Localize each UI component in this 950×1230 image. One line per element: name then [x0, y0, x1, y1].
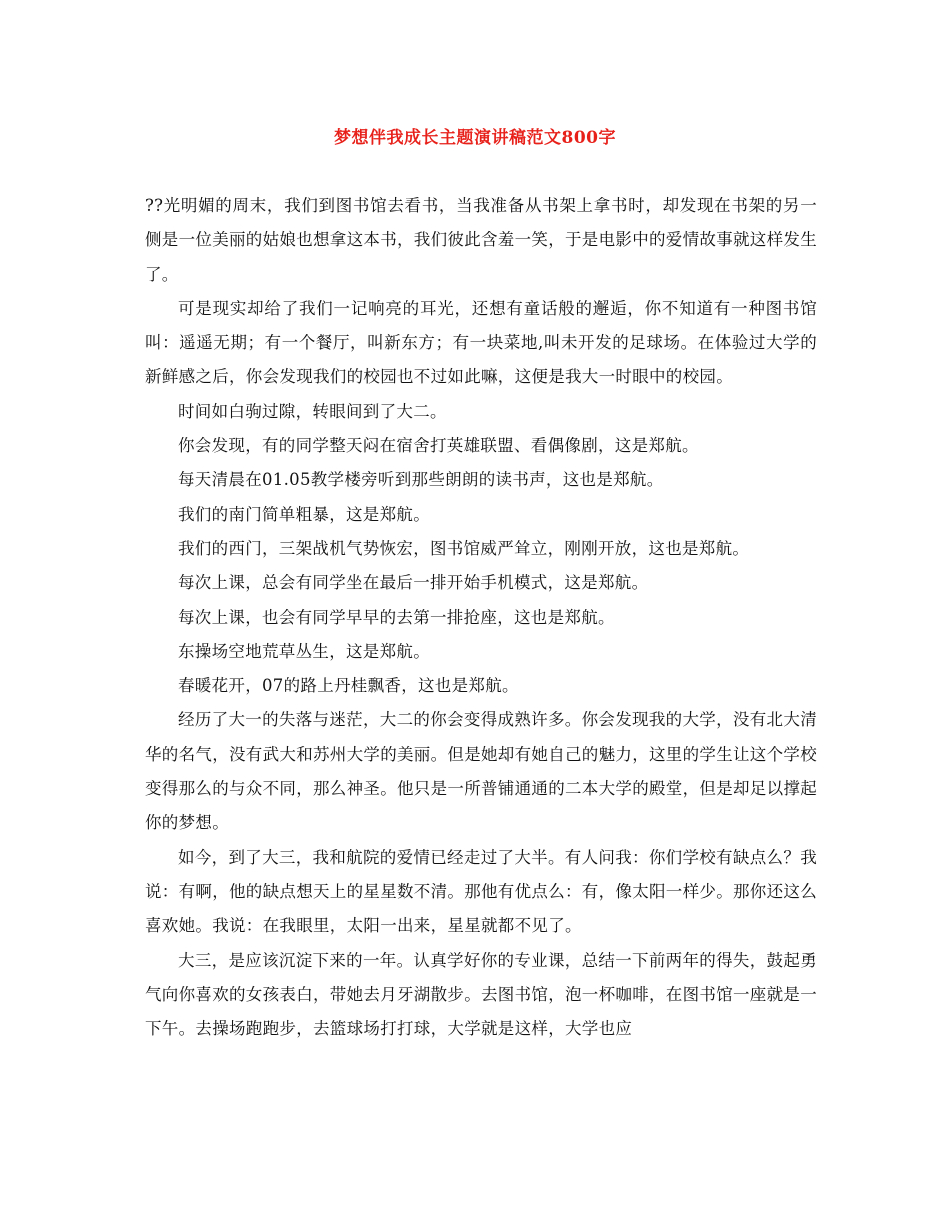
document-body	[145, 189, 817, 1046]
paragraph-2: 可是现实却给了我们一记响亮的耳光，还想有童话般的邂逅，你不知道有一种图书馆叫：遥遥无期；有一个餐厅，叫新东方；有一块菜地,叫未开发的足球场。在体验过大学的新鲜感之后，你会发现我们的校园也不过如此嘛，这便是我大一时眼中的校园。	[145, 298, 817, 387]
paragraph-6: 我们的南门简单粗暴，这是郑航。	[178, 504, 430, 524]
paragraph-10: 东操场空地荒草丛生，这是郑航。	[178, 641, 430, 661]
paragraph-3: 时间如白驹过隙，转眼间到了大二。	[178, 401, 447, 421]
paragraph-8: 每次上课，总会有同学坐在最后一排开始手机模式，这是郑航。	[178, 573, 649, 593]
document-title: 梦想伴我成长主题演讲稿范文800字	[334, 128, 616, 148]
paragraph-13: 如今，到了大三，我和航院的爱情已经走过了大半。有人问我：你们学校有缺点么？我说：有啊，他的缺点想天上的星星数不清。那他有优点么：有，像太阳一样少。那你还这么喜欢她。我说：在我眼里，太阳一出来，星星就都不见了。	[145, 847, 817, 936]
paragraph-14: 大三，是应该沉淀下来的一年。认真学好你的专业课，总结一下前两年的得失，鼓起勇气向你喜欢的女孩表白，带她去月牙湖散步。去图书馆，泡一杯咖啡，在图书馆一座就是一下午。去操场跑跑步，去篮球场打打球，大学就是这样，大学也应	[145, 950, 817, 1039]
paragraph-7: 我们的西门，三架战机气势恢宏，图书馆威严耸立，刚刚开放，这也是郑航。	[178, 538, 750, 558]
paragraph-1: ??光明媚的周末，我们到图书馆去看书，当我准备从书架上拿书时，却发现在书架的另一侧是一位美丽的姑娘也想拿这本书，我们彼此含羞一笑，于是电影中的爱情故事就这样发生了。	[145, 196, 817, 284]
paragraph-9: 每次上课，也会有同学早早的去第一排抢座，这也是郑航。	[178, 607, 615, 627]
paragraph-5: 每天清晨在01.05教学楼旁听到那些朗朗的读书声，这也是郑航。	[178, 470, 664, 490]
paragraph-12: 经历了大一的失落与迷茫，大二的你会变得成熟许多。你会发现我的大学，没有北大清华的名气，没有武大和苏州大学的美丽。但是她却有她自己的魅力，这里的学生让这个学校变得那么的与众不同，那么神圣。他只是一所普铺通通的二本大学的殿堂，但是却足以撑起你的梦想。	[145, 710, 817, 833]
paragraph-11: 春暖花开，07的路上丹桂飘香，这也是郑航。	[178, 676, 519, 696]
paragraph-4: 你会发现，有的同学整天闷在宿舍打英雄联盟、看偶像剧，这是郑航。	[178, 436, 699, 456]
